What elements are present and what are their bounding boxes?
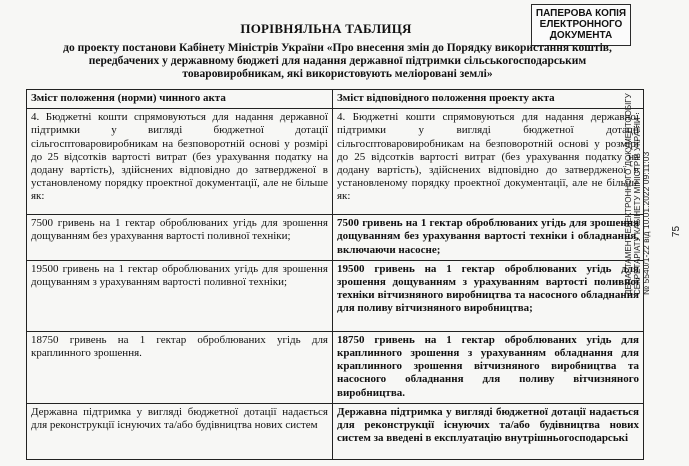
header-current-act: Зміст положення (норми) чинного акта (27, 90, 333, 109)
table-row (27, 109, 644, 215)
registry-line-2: СЕКРЕТАРІАТУ КАБІНЕТУ МІНІСТРІВ УКРАЇНИ (633, 117, 642, 295)
table-row (27, 260, 644, 331)
stamp-line-1: ПАПЕРОВА КОПІЯ (535, 8, 627, 19)
header-draft-act: Зміст відповідного положення проекту акта (333, 90, 644, 109)
page-number: 75 (671, 225, 683, 238)
table-row (27, 403, 644, 459)
current-act-cell: 18750 гривень на 1 гектар оброблюваних угідь для краплинного зрошення. (27, 331, 333, 403)
document-title: ПОРІВНЯЛЬНА ТАБЛИЦЯ (240, 21, 412, 36)
table-row (27, 331, 644, 403)
table-row (27, 215, 644, 261)
registry-number: № 5540/1-22 від 10.01.2022 09:11:03 (641, 151, 651, 295)
current-act-cell: 19500 гривень на 1 гектар оброблюваних угідь для зрошення дощуванням з урахуванням вартості поливної техніки; (27, 260, 333, 331)
current-act-cell: Державна підтримка у вигляді бюджетної дотації надається для реконструкції існуючих та/або будівництва нових систем (27, 403, 333, 459)
current-act-cell: 7500 гривень на 1 гектар оброблюваних угідь для зрошення дощуванням без урахування вартості поливної техніки; (27, 215, 333, 261)
comparison-table (26, 89, 644, 460)
stamp-line-2: ЕЛЕКТРОННОГО (539, 19, 623, 30)
draft-act-cell: 7500 гривень на 1 гектар оброблюваних угідь для зрошення дощуванням без урахування вартості техніки і обладнання, включаючи насосне; (333, 215, 644, 261)
draft-act-cell: 19500 гривень на 1 гектар оброблюваних угідь для зрошення дощуванням з урахуванням вартості поливної техніки вітчизняного виробництва та насосного обладнання для поливу вітчизняного виробництва; (333, 260, 644, 331)
draft-act-cell: 18750 гривень на 1 гектар оброблюваних угідь для краплинного зрошення з урахуванням обладнання для краплинного зрошення вітчизняного виробництва та насосного обладнання для поливу вітчизняного виробництва. (333, 331, 644, 403)
table-header-row (27, 90, 644, 109)
current-act-cell: 4. Бюджетні кошти спрямовуються для надання державної підтримки у вигляді бюджетної дотації сільгосптоваровиробникам на безповоротній основі у розмірі до 25 відсотків вартості витрат (без урахування податку на додану вартість), здійснених відповідно до затвердженої в установленому порядку проектної документації, але не більше як: (27, 109, 333, 215)
stamp-line-3: ДОКУМЕНТА (549, 30, 613, 41)
registry-line-1: ДЕПАРТАМЕНТ ЕЛЕКТРОННОГО ДОКУМЕНТООБІГУ (624, 93, 633, 295)
draft-act-cell: Державна підтримка у вигляді бюджетної дотації надається для реконструкції існуючих та/або будівництва нових систем за введені в експлуатацію внутрішньогосподарські (333, 403, 644, 459)
draft-act-cell: 4. Бюджетні кошти спрямовуються для надання державної підтримки у вигляді бюджетної дотації сільгосптоваровиробникам на безповоротній основі у розмірі до 25 відсотків вартості витрат (без урахування податку на додану вартість), здійснених відповідно до затвердженої в установленому порядку проектної документації, але не більше як: (333, 109, 644, 215)
document-subtitle: до проекту постанови Кабінету Міністрів України «Про внесення змін до Порядку використання коштів, передбачених у державному бюджеті для надання державної підтримки сільськогосподарським товаровиробникам, які використовують меліоровані землі» (63, 42, 612, 80)
paper-copy-stamp (531, 4, 631, 46)
